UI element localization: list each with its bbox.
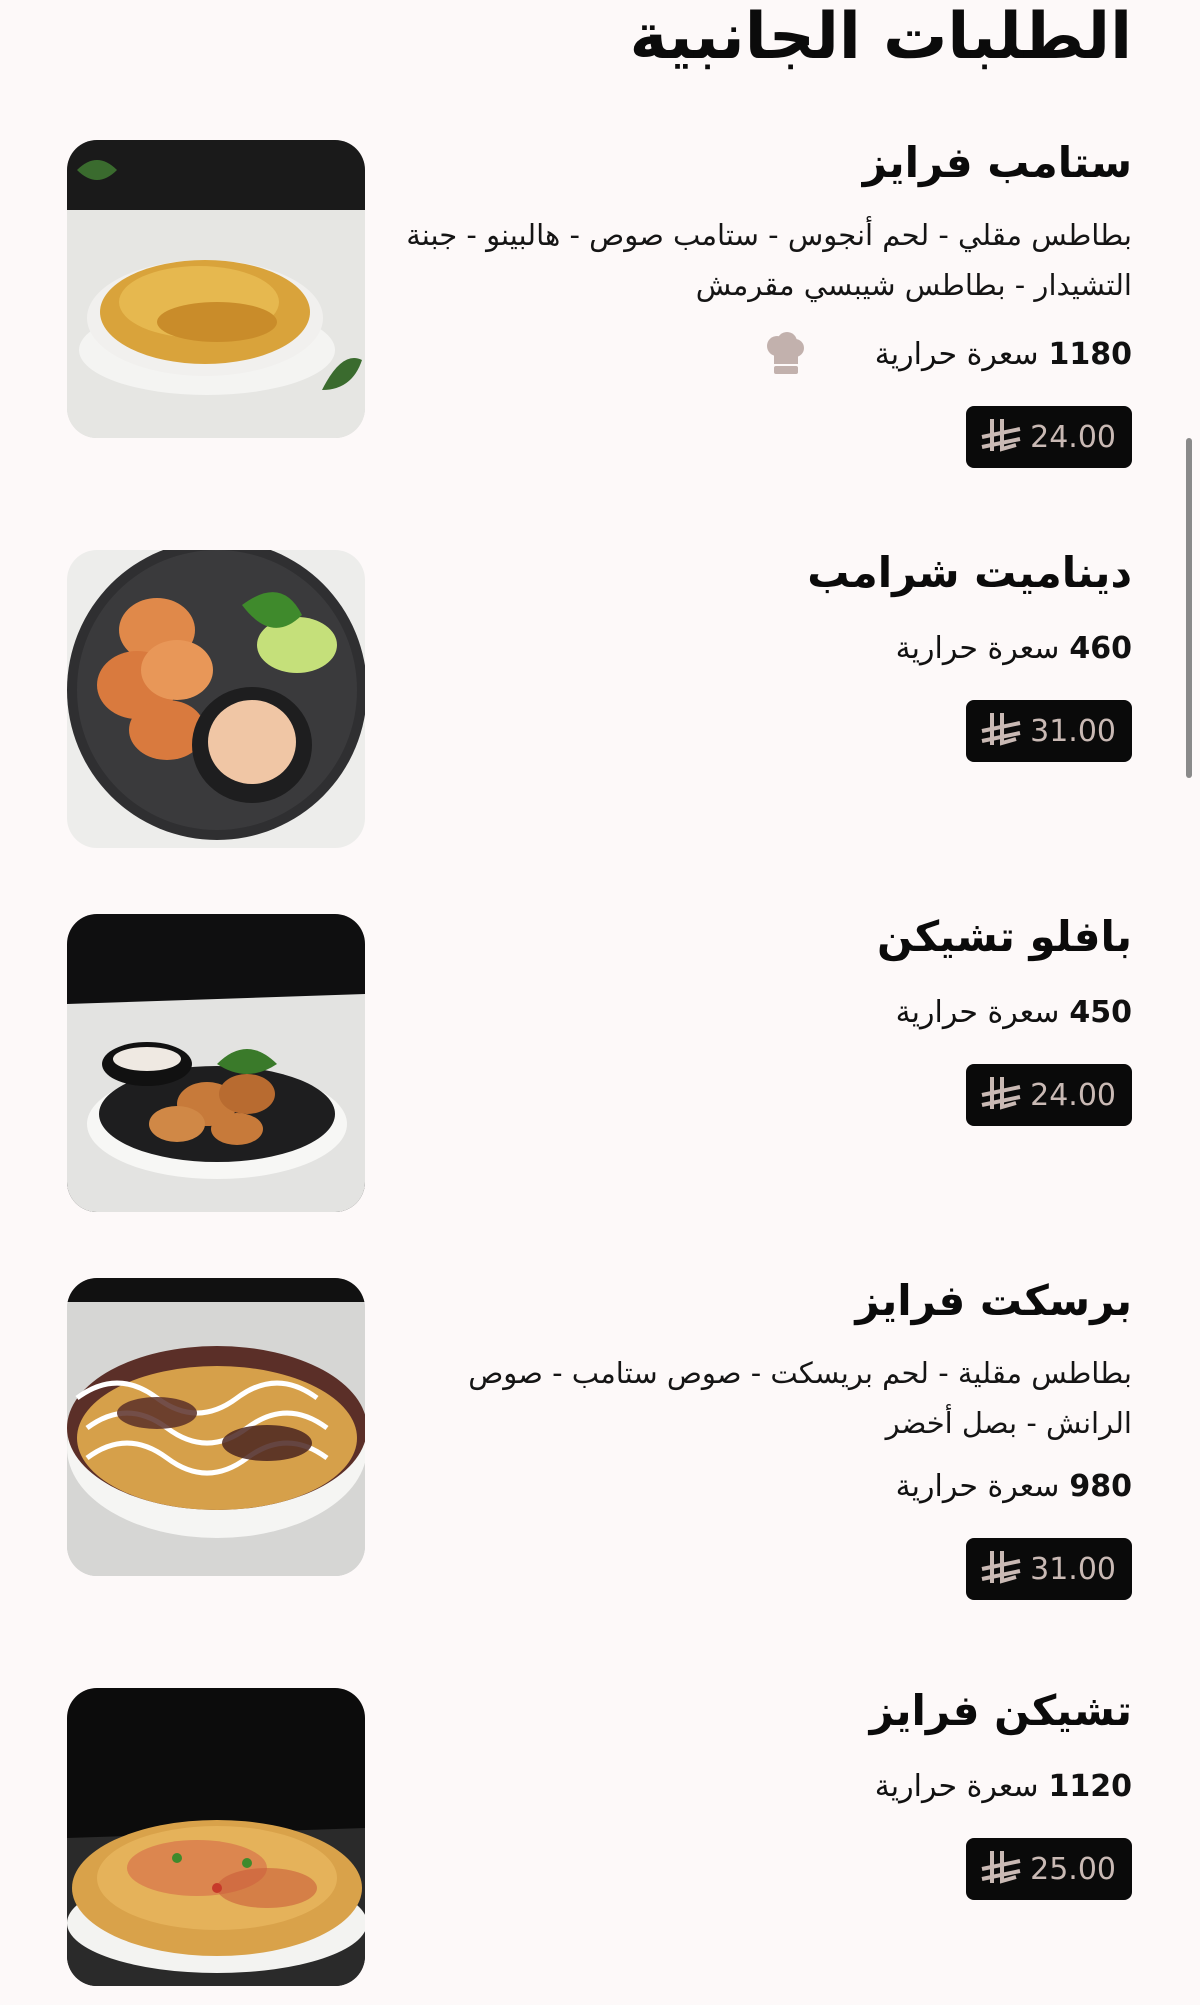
item-info [402, 548, 1132, 762]
price-row [402, 1838, 1132, 1900]
calories-label: سعرة حرارية [874, 336, 1039, 372]
riyal-icon [978, 1849, 1024, 1889]
calories-row [402, 1464, 1132, 1508]
price-tag[interactable] [966, 1838, 1132, 1900]
price-row [402, 406, 1132, 468]
calories-label: سعرة حرارية [895, 994, 1060, 1030]
item-name: ستامب فرايز [862, 138, 1132, 187]
riyal-icon [978, 711, 1024, 751]
price-value: 31.00 [1030, 1551, 1116, 1587]
calories-label: سعرة حرارية [874, 1768, 1039, 1804]
item-photo-chicken-fries[interactable] [67, 1688, 365, 1986]
brisket-fries-photo-icon [67, 1278, 365, 1576]
calories-row [402, 626, 1132, 670]
price-value: 31.00 [1030, 713, 1116, 749]
item-photo-buffalo-chicken[interactable] [67, 914, 365, 1212]
item-photo-brisket-fries[interactable] [67, 1278, 365, 1576]
scrollbar[interactable] [1186, 438, 1192, 778]
buffalo-chicken-photo-icon [67, 914, 365, 1212]
item-name: تشيكن فرايز [869, 1686, 1132, 1735]
price-row [402, 1064, 1132, 1126]
calories-row [402, 990, 1132, 1034]
calories-value: 1120 [1048, 1768, 1132, 1804]
item-description: بطاطس مقلي - لحم أنجوس - ستامب صوص - هالبينو - جبنة التشيدار - بطاطس شيبسي مقرمش [406, 218, 1132, 303]
calories-value: 460 [1069, 630, 1132, 666]
chicken-fries-photo-icon [67, 1688, 365, 1986]
item-photo-shrimp[interactable] [67, 550, 365, 848]
calories-row [402, 1764, 1132, 1808]
item-info [402, 138, 1132, 468]
item-name: برسكت فرايز [855, 1276, 1132, 1325]
riyal-icon [978, 1549, 1024, 1589]
item-info [402, 912, 1132, 1126]
price-row [402, 1538, 1132, 1600]
fries-photo-icon [67, 140, 365, 438]
price-tag[interactable] [966, 1538, 1132, 1600]
price-value: 24.00 [1030, 419, 1116, 455]
calories-value: 1180 [1048, 336, 1132, 372]
price-tag[interactable] [966, 406, 1132, 468]
price-value: 24.00 [1030, 1077, 1116, 1113]
calories-label: سعرة حرارية [895, 1468, 1060, 1504]
calories-row [402, 332, 1132, 376]
price-tag[interactable] [966, 700, 1132, 762]
item-photo-fries[interactable] [67, 140, 365, 438]
calories-value: 450 [1069, 994, 1132, 1030]
item-name: بافلو تشيكن [876, 912, 1132, 961]
section-title: الطلبات الجانبية [629, 0, 1132, 74]
shrimp-photo-icon [67, 550, 365, 848]
price-value: 25.00 [1030, 1851, 1116, 1887]
item-name: ديناميت شرامب [807, 548, 1132, 597]
item-info [402, 1276, 1132, 1600]
item-info [402, 1686, 1132, 1900]
riyal-icon [978, 1075, 1024, 1115]
price-row [402, 700, 1132, 762]
item-description: بطاطس مقلية - لحم بريسكت - صوص ستامب - صوص الرانش - بصل أخضر [468, 1356, 1132, 1441]
price-tag[interactable] [966, 1064, 1132, 1126]
riyal-icon [978, 417, 1024, 457]
calories-label: سعرة حرارية [895, 630, 1060, 666]
calories-value: 980 [1069, 1468, 1132, 1504]
chef-hat-icon [765, 332, 805, 376]
